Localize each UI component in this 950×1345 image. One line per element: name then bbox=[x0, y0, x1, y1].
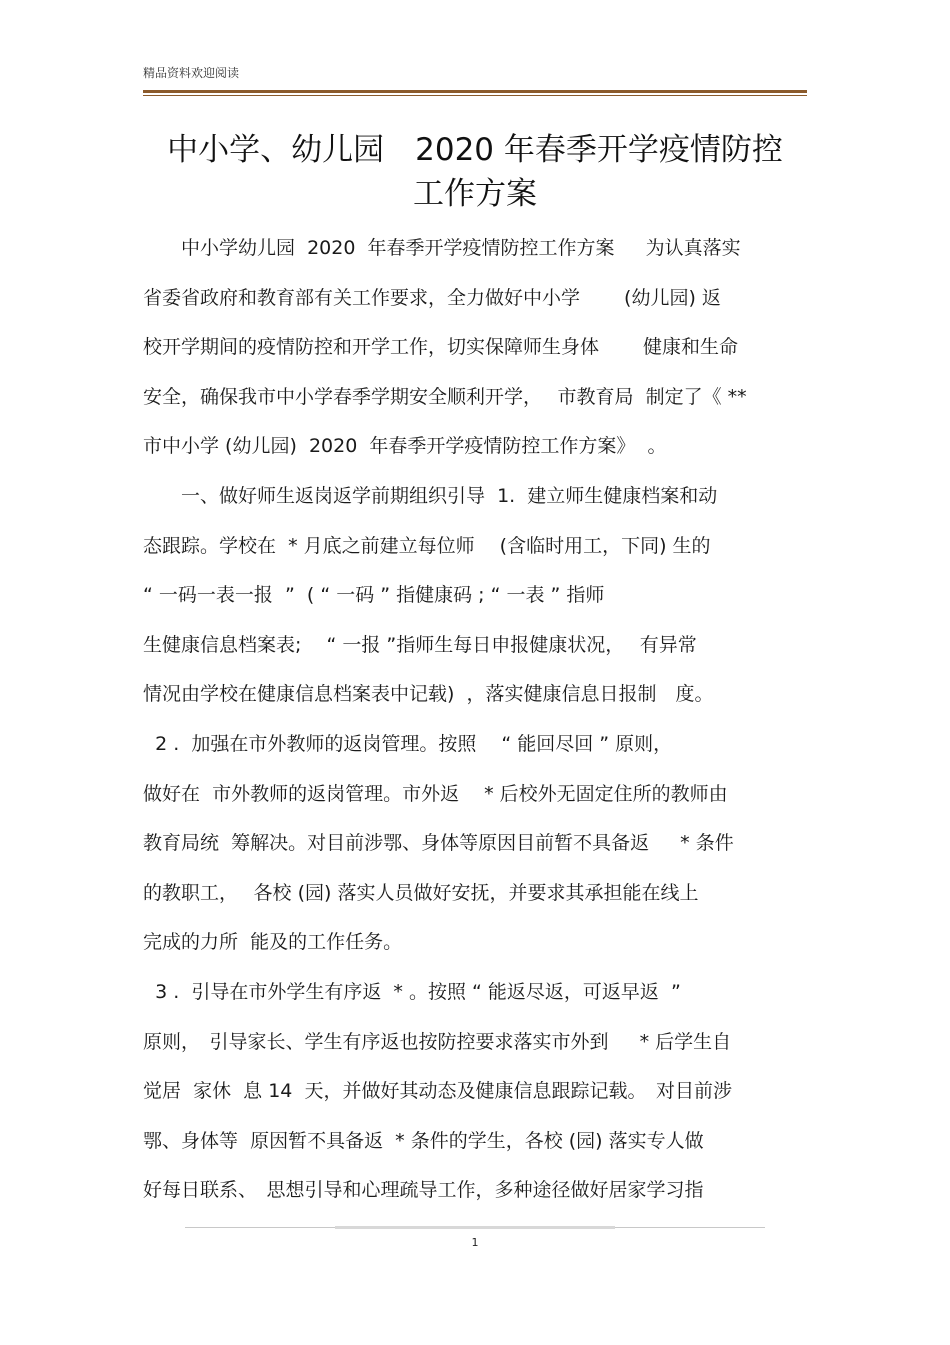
body-line: 校开学期间的疫情防控和开学工作，切实保障师生身体 健康和生命 bbox=[143, 336, 739, 359]
body-line: 态跟踪。学校在 * 月底之前建立每位师 (含临时用工，下同) 生的 bbox=[143, 534, 711, 557]
page-header-label: 精品资料欢迎阅读 bbox=[143, 66, 240, 80]
body-line: 好每日联系、 思想引导和心理疏导工作，多种途径做好居家学习指 bbox=[143, 1179, 704, 1202]
body-line: “ 一码一表一报 ” ( “ 一码 ” 指健康码 ; “ 一表 ” 指师 bbox=[143, 584, 605, 607]
body-line: 市中小学 (幼儿园) 2020 年春季开学疫情防控工作方案》 。 bbox=[143, 435, 667, 458]
footer-divider-accent bbox=[335, 1226, 615, 1229]
body-line: 的教职工， 各校 (园) 落实人员做好安抚，并要求其承担能在线上 bbox=[143, 881, 699, 904]
body-line: 做好在 市外教师的返岗管理。市外返 * 后校外无固定住所的教师由 bbox=[143, 782, 728, 805]
body-line: 3 . 引导在市外学生有序返 * 。按照 “ 能返尽返，可返早返 ” bbox=[143, 980, 681, 1003]
document-title-line-2: 工作方案 bbox=[413, 176, 537, 212]
body-line: 2 . 加强在市外教师的返岗管理。按照 “ 能回尽回 ” 原则， bbox=[143, 732, 673, 755]
body-line: 生健康信息档案表; “ 一报 ”指师生每日申报健康状况， 有异常 bbox=[143, 633, 697, 656]
body-line: 完成的力所 能及的工作任务。 bbox=[143, 931, 403, 954]
body-line: 情况由学校在健康信息档案表中记载) ，落实健康信息日报制 度。 bbox=[143, 683, 714, 706]
body-line: 省委省政府和教育部有关工作要求，全力做好中小学 (幼儿园) 返 bbox=[143, 286, 721, 309]
document-title bbox=[143, 128, 807, 216]
header-divider-thin bbox=[143, 95, 807, 96]
document-title-line-1: 中小学、幼儿园 2020 年春季开学疫情防控 bbox=[167, 132, 783, 168]
page-number: 1 bbox=[471, 1236, 479, 1249]
body-line: 教育局统 筹解决。对目前涉鄂、身体等原因目前暂不具备返 * 条件 bbox=[143, 832, 734, 855]
header-divider-thick bbox=[143, 90, 807, 93]
body-line: 鄂、身体等 原因暂不具备返 * 条件的学生，各校 (园) 落实专人做 bbox=[143, 1129, 704, 1152]
body-line: 安全，确保我市中小学春季学期安全顺利开学， 市教育局 制定了《 ** bbox=[143, 385, 747, 408]
document-body bbox=[143, 224, 807, 1216]
body-line: 原则， 引导家长、学生有序返也按防控要求落实市外到 * 后学生自 bbox=[143, 1030, 732, 1053]
body-line: 一、做好师生返岗返学前期组织引导 1. 建立师生健康档案和动 bbox=[143, 484, 718, 507]
body-line: 中小学幼儿园 2020 年春季开学疫情防控工作方案 为认真落实 bbox=[143, 237, 741, 259]
body-line: 觉居 家休 息 14 天，并做好其动态及健康信息跟踪记载。 对目前涉 bbox=[143, 1080, 732, 1103]
